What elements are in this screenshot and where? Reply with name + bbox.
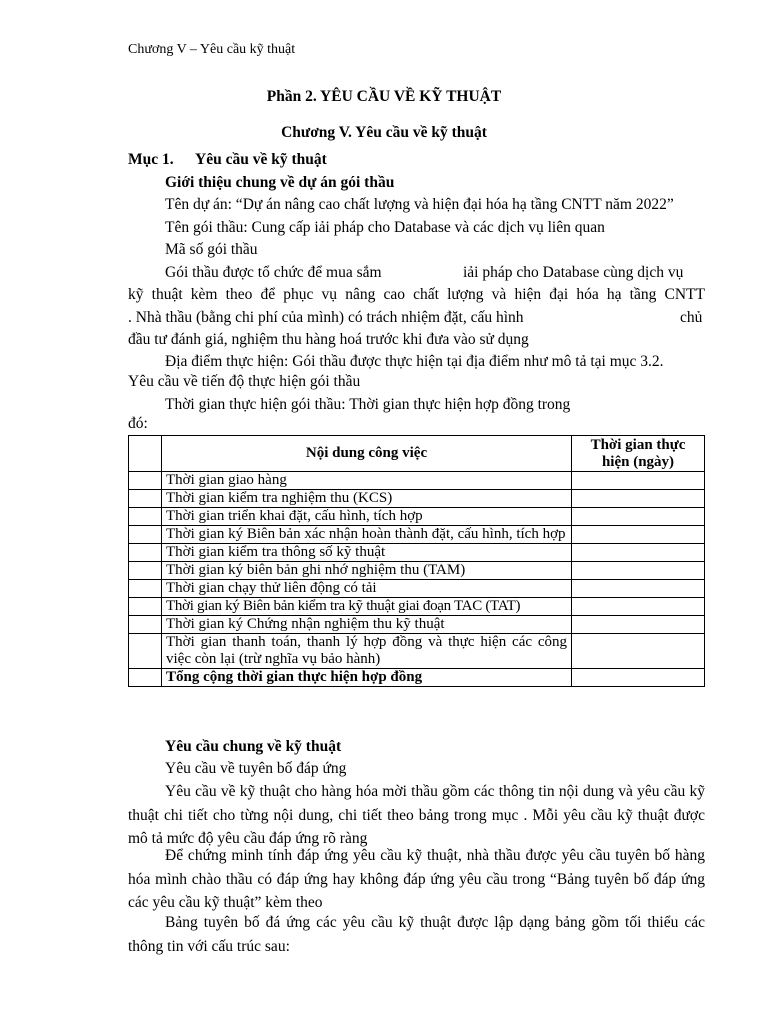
table-row (129, 616, 705, 634)
table-row (129, 508, 705, 526)
duration-line-1: Thời gian thực hiện gói thầu: Thời gian thực hiện hợp đồng trong (165, 396, 571, 413)
task-duration-table (128, 435, 705, 687)
table-header-row (129, 436, 705, 472)
task-cell: Thời gian triển khai đặt, cấu hình, tích hợp (162, 508, 572, 526)
header-days-cell (572, 436, 705, 472)
chapter-title: Chương V. Yêu cầu về kỹ thuật (281, 124, 487, 141)
task-cell: Thời gian ký Chứng nhận nghiệm thu kỹ thuật (162, 616, 572, 634)
task-cell: Thời gian kiểm tra nghiệm thu (KCS) (162, 490, 572, 508)
desc-line-2: kỹ thuật kèm theo để phục vụ nâng cao chất lượng và hiện đại hóa hạ tầng CNTT (128, 286, 705, 303)
task-cell: Thời gian ký Biên bản xác nhận hoàn thành đặt, cấu hình, tích hợp (162, 526, 572, 544)
project-name: Tên dự án: “Dự án nâng cao chất lượng và hiện đại hóa hạ tầng CNTT năm 2022” (165, 196, 674, 213)
table-row (129, 598, 705, 616)
task-cell: Thời gian giao hàng (162, 472, 572, 490)
header-days-line-2: hiện (ngày) (601, 453, 675, 470)
task-cell: Thời gian kiểm tra thông số kỹ thuật (162, 544, 572, 562)
total-cell: Tổng cộng thời gian thực hiện hợp đồng (162, 669, 572, 687)
general-paragraph-3: Bảng tuyên bố đá ứng các yêu cầu kỹ thuật được lập dạng bảng gồm tối thiểu các thông tin với cấu trúc sau: (128, 914, 705, 955)
location-line-1 (165, 353, 664, 371)
table-row (129, 580, 705, 598)
table-row (129, 544, 705, 562)
desc-line-4: đầu tư đánh giá, nghiệm thu hàng hoá trước khi đưa vào sử dụng (128, 331, 529, 348)
desc-line-1b: iải pháp cho Database cùng dịch vụ (463, 264, 684, 281)
table-row (129, 526, 705, 544)
task-cell: Thời gian ký biên bản ghi nhớ nghiệm thu (TAM) (162, 562, 572, 580)
general-paragraph-2: Để chứng minh tính đáp ứng yêu cầu kỹ thuật, nhà thầu được yêu cầu tuyên bố hàng hóa mình chào thầu có đáp ứng hay không đáp ứng yêu cầu trong “Bảng tuyên bố đáp ứng các yêu cầu kỹ thuật” kèm theo (128, 847, 705, 911)
general-subheading: Yêu cầu về tuyên bố đáp ứng (165, 760, 347, 777)
package-name: Tên gói thầu: Cung cấp iải pháp cho Database và các dịch vụ liên quan (165, 219, 605, 236)
desc-line-3a: . Nhà thầu (bằng chi phí của mình) có trách nhiệm đặt, cấu hình (128, 309, 524, 326)
general-paragraph-1: Yêu cầu về kỹ thuật cho hàng hóa mời thầu gồm các thông tin nội dung và yêu cầu kỹ thuật chi tiết cho từng nội dung, chi tiết theo bảng trong mục . Mỗi yêu cầu kỹ thuật được mô tả mức độ yêu cầu đáp ứng rõ ràng (128, 783, 705, 847)
section-number: Mục 1. (128, 151, 174, 168)
package-code: Mã số gói thầu (165, 241, 258, 258)
table-row (129, 490, 705, 508)
duration-line-2: đó: (128, 415, 148, 432)
location-text: Địa điểm thực hiện: Gói thầu được thực hiện tại địa điểm như mô tả tại mục 3.2. (165, 353, 664, 370)
general-heading: Yêu cầu chung về kỹ thuật (165, 738, 342, 755)
section-title: Yêu cầu về kỹ thuật (195, 151, 327, 168)
desc-line-3b: chủ (680, 309, 703, 326)
schedule-heading: Yêu cầu về tiến độ thực hiện gói thầu (128, 373, 361, 390)
page-header: Chương V – Yêu cầu kỹ thuật (128, 42, 296, 57)
table-row (129, 562, 705, 580)
header-days-line-1: Thời gian thực (590, 436, 686, 453)
table-row (129, 634, 705, 669)
header-task-cell: Nội dung công việc (162, 436, 572, 472)
desc-line-1a: Gói thầu được tổ chức để mua sắm (165, 264, 382, 281)
task-cell: Thời gian ký Biên bản kiểm tra kỹ thuật giai đoạn TAC (TAT) (162, 598, 572, 616)
table-row (129, 472, 705, 490)
intro-heading: Giới thiệu chung về dự án gói thầu (165, 174, 395, 191)
header-blank-cell (129, 436, 162, 472)
task-cell: Thời gian chạy thử liên động có tải (162, 580, 572, 598)
part-title: Phần 2. YÊU CẦU VỀ KỸ THUẬT (266, 88, 502, 105)
task-cell: Thời gian thanh toán, thanh lý hợp đồng và thực hiện các công việc còn lại (trừ nghĩa vụ bảo hành) (162, 634, 572, 669)
table-total-row (129, 669, 705, 687)
